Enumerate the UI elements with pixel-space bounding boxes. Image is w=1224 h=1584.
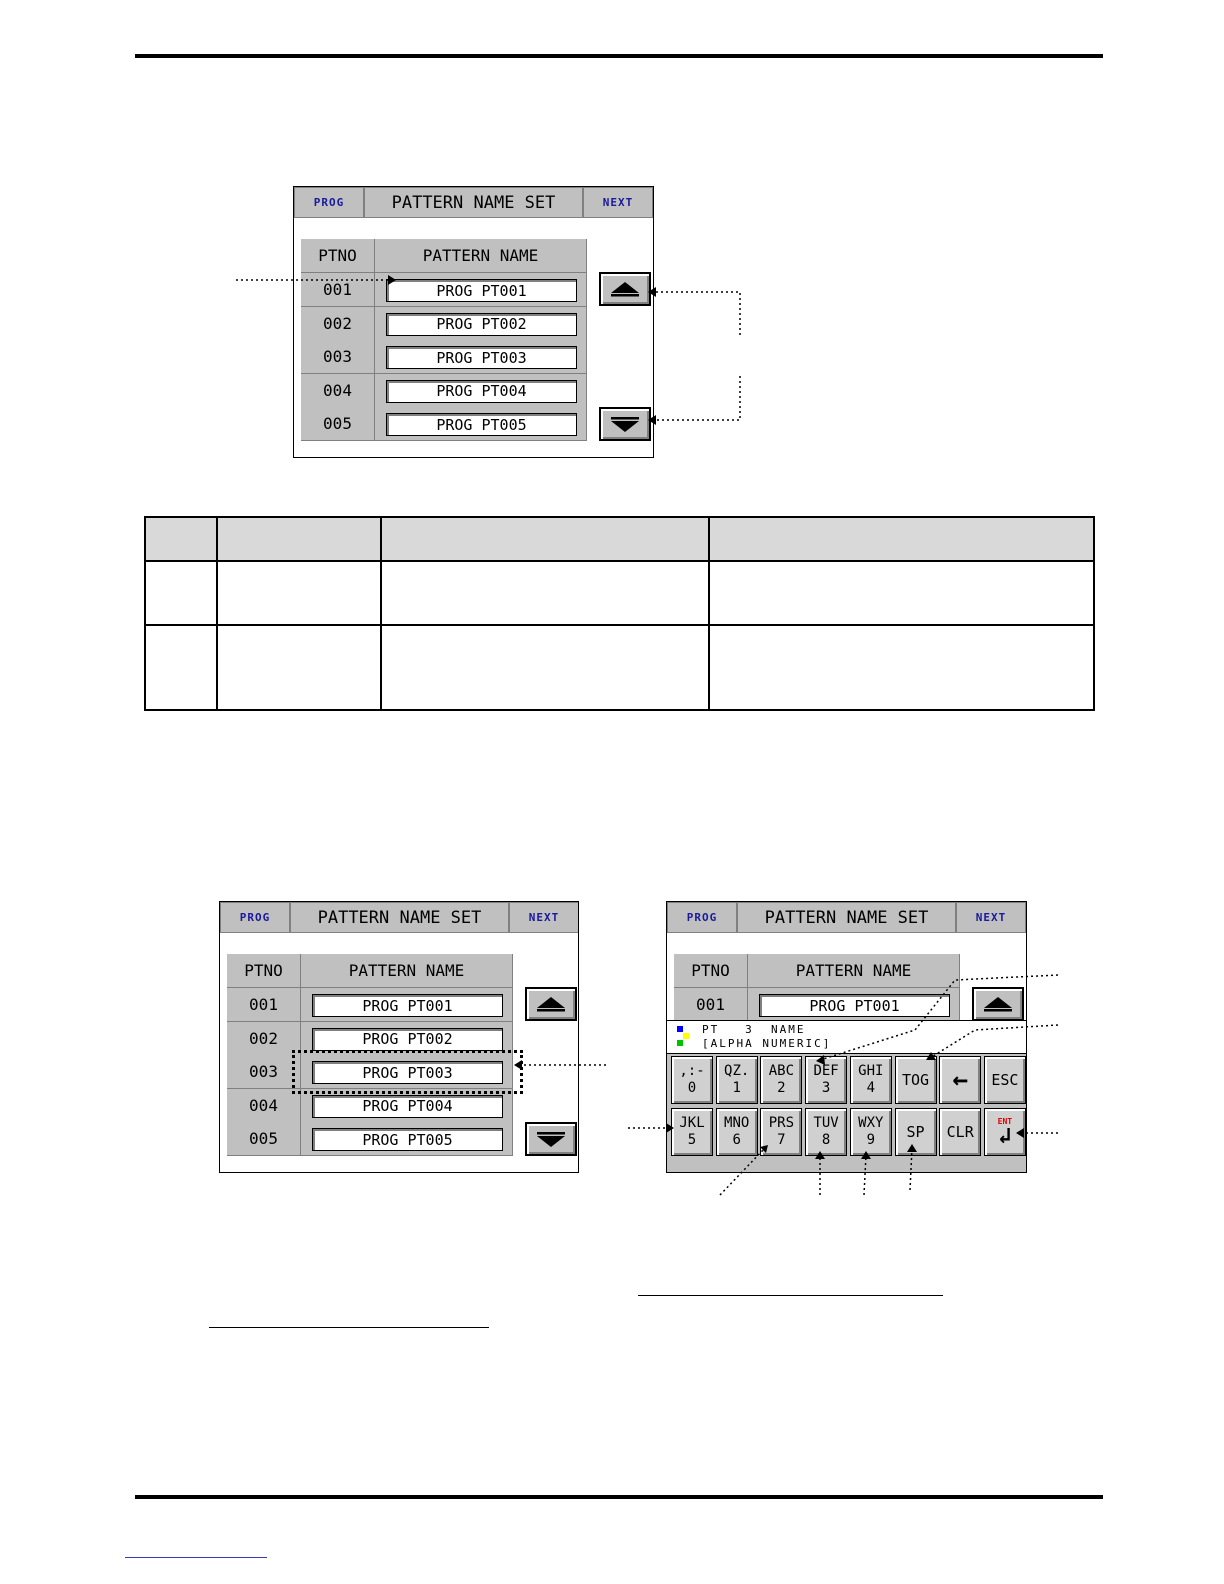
key-letters: MNO xyxy=(724,1115,750,1131)
key-digit: 2 xyxy=(777,1080,786,1096)
key-digit: 7 xyxy=(777,1132,786,1148)
enter-arrow-icon: ↲ xyxy=(998,1123,1012,1149)
pattern-name-field[interactable]: PROG PT003 xyxy=(386,346,577,369)
pattern-name-field[interactable]: PROG PT002 xyxy=(386,313,577,336)
ptno-cell: 001 xyxy=(674,988,748,1022)
key-letters: WXY xyxy=(858,1115,884,1131)
key-digit: 3 xyxy=(821,1080,831,1096)
key-digit: 5 xyxy=(687,1132,697,1148)
column-header-pattern-name: PATTERN NAME xyxy=(748,954,960,988)
key-label: CLR xyxy=(946,1122,974,1141)
ptno-cell: 003 xyxy=(301,340,375,374)
ptno-cell: 004 xyxy=(227,1089,301,1123)
pattern-name-field[interactable]: PROG PT001 xyxy=(312,994,503,1017)
pattern-name-field[interactable]: PROG PT003 xyxy=(312,1061,503,1084)
key-label: TOG xyxy=(901,1070,930,1089)
ptno-cell: 002 xyxy=(301,307,375,341)
page-title: PATTERN NAME SET xyxy=(364,187,583,218)
key-digit: 4 xyxy=(866,1080,876,1096)
ptno-cell: 001 xyxy=(301,273,375,307)
ptno-cell: 001 xyxy=(227,988,301,1022)
key-letters: TUV xyxy=(813,1115,839,1131)
key-letters: ,:- xyxy=(679,1063,705,1079)
key-letters: JKL xyxy=(679,1115,705,1131)
ptno-cell: 005 xyxy=(301,407,375,441)
column-header-ptno: PTNO xyxy=(301,239,375,273)
column-header-ptno: PTNO xyxy=(674,954,748,988)
key-digit: 8 xyxy=(821,1132,831,1148)
key-letters: GHI xyxy=(858,1063,884,1079)
next-button[interactable]: NEXT xyxy=(509,902,579,933)
next-button[interactable]: NEXT xyxy=(956,902,1026,933)
prog-button[interactable]: PROG xyxy=(667,902,737,933)
page-title: PATTERN NAME SET xyxy=(737,902,956,933)
key-digit: 0 xyxy=(687,1080,697,1096)
page-title: PATTERN NAME SET xyxy=(290,902,509,933)
key-digit: 6 xyxy=(732,1132,741,1148)
keypad-info-line2: [ALPHA NUMERIC] xyxy=(702,1037,832,1050)
key-letters: PRS xyxy=(768,1115,795,1131)
next-button[interactable]: NEXT xyxy=(583,187,653,218)
key-letters: QZ. xyxy=(724,1063,750,1079)
prog-button[interactable]: PROG xyxy=(220,902,290,933)
ptno-cell: 003 xyxy=(227,1055,301,1089)
ent-label: ENT xyxy=(997,1116,1013,1126)
pattern-name-field[interactable]: PROG PT002 xyxy=(312,1028,503,1051)
ptno-cell: 004 xyxy=(301,374,375,408)
key-digit: 9 xyxy=(866,1132,876,1148)
prog-button[interactable]: PROG xyxy=(294,187,364,218)
key-letters: DEF xyxy=(813,1063,839,1079)
pattern-name-field[interactable]: PROG PT001 xyxy=(759,994,950,1017)
ptno-cell: 005 xyxy=(227,1122,301,1156)
pattern-name-field[interactable]: PROG PT004 xyxy=(312,1095,503,1118)
column-header-pattern-name: PATTERN NAME xyxy=(301,954,513,988)
selected-row-highlight xyxy=(292,1050,523,1094)
key-label: SP xyxy=(906,1122,925,1141)
key-label: ESC xyxy=(991,1070,1019,1089)
backspace-arrow-icon: ← xyxy=(952,1065,969,1095)
ptno-cell: 002 xyxy=(227,1022,301,1056)
column-header-ptno: PTNO xyxy=(227,954,301,988)
key-letters: ABC xyxy=(768,1063,795,1079)
pattern-name-field[interactable]: PROG PT004 xyxy=(386,380,577,403)
column-header-pattern-name: PATTERN NAME xyxy=(375,239,587,273)
pattern-name-field[interactable]: PROG PT005 xyxy=(386,413,577,436)
pattern-name-field[interactable]: PROG PT001 xyxy=(386,279,577,302)
keypad-info-line1: PT 3 NAME xyxy=(702,1023,806,1036)
key-digit: 1 xyxy=(732,1080,741,1096)
pattern-name-field[interactable]: PROG PT005 xyxy=(312,1128,503,1151)
